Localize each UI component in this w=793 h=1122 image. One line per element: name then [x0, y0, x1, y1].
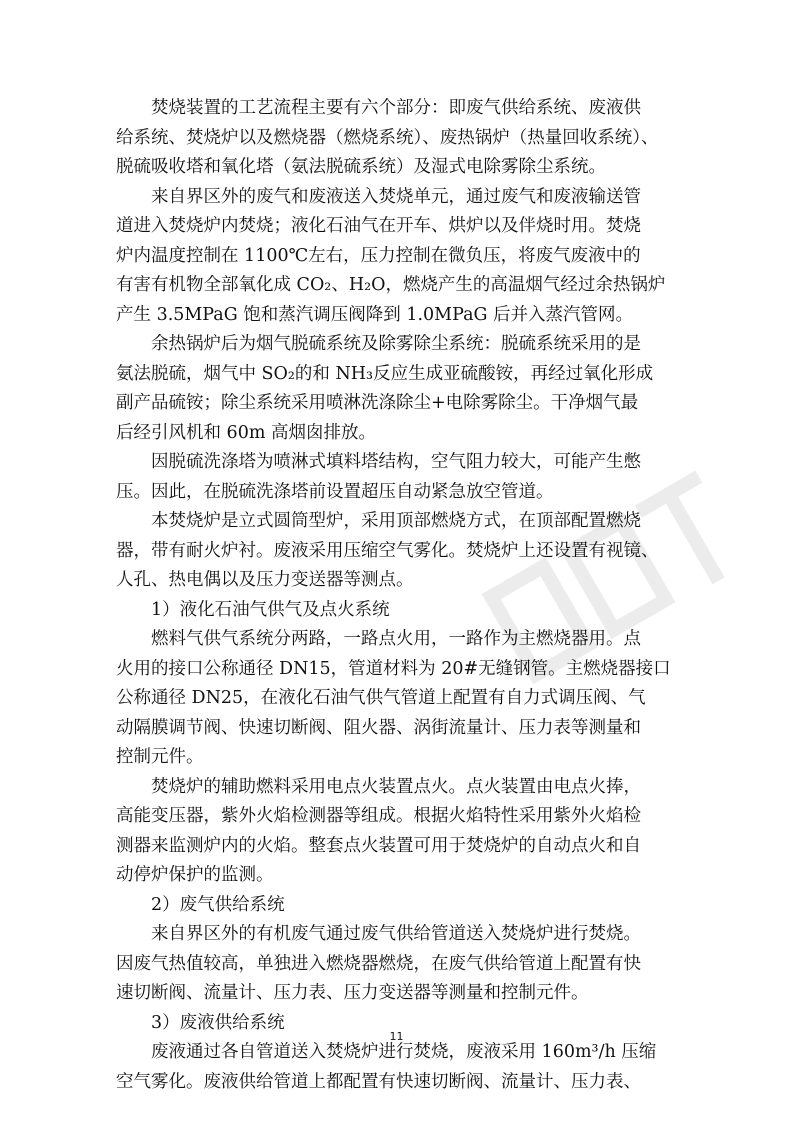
- section-heading: 1）液化石油气供气及点火系统: [151, 599, 390, 620]
- text-line: 动隔膜调节阀、快速切断阀、阻火器、涡街流量计、压力表等测量和: [116, 717, 641, 738]
- text-line: 产生 3.5MPaG 饱和蒸汽调压阀降到 1.0MPaG 后并入蒸汽管网。: [116, 304, 634, 325]
- text-line: 本焚烧炉是立式圆筒型炉，采用顶部燃烧方式，在顶部配置燃烧: [151, 511, 641, 531]
- text-line: 压。因此，在脱硫洗涤塔前设置超压自动紧急放空管道。: [116, 481, 554, 502]
- section-heading: 2）废气供给系统: [151, 894, 285, 915]
- section-heading: 3）废液供给系统: [151, 1012, 285, 1033]
- text-line: 焚烧装置的工艺流程主要有六个部分：即废气供给系统、废液供: [151, 98, 641, 118]
- text-line: 炉内温度控制在 1100℃左右，压力控制在微负压，将废气废液中的: [116, 245, 641, 266]
- text-line: 燃料气供气系统分两路，一路点火用，一路作为主燃烧器用。点: [151, 629, 641, 649]
- text-line: 来自界区外的废气和废液送入焚烧单元，通过废气和废液输送管: [151, 186, 641, 207]
- text-line: 余热锅炉后为烟气脱硫系统及除雾除尘系统：脱硫系统采用的是: [151, 334, 641, 354]
- text-line: 空气雾化。废液供给管道上都配置有快速切断阀、流量计、压力表、: [116, 1071, 641, 1092]
- page-number: 11: [389, 1030, 404, 1043]
- text-line: 焚烧炉的辅助燃料采用电点火装置点火。点火装置由电点火捧，: [151, 776, 641, 797]
- text-line: 火用的接口公称通径 DN15，管道材料为 20#无缝钢管。主燃烧器接口: [116, 658, 671, 679]
- text-line: 人孔、热电偶以及压力变送器等测点。: [116, 570, 414, 590]
- text-line: 测器来监测炉内的火焰。整套点火装置可用于焚烧炉的自动点火和自: [116, 835, 641, 856]
- text-line: 来自界区外的有机废气通过废气供给管道送入焚烧炉进行焚烧。: [151, 924, 641, 944]
- text-line: 道进入焚烧炉内焚烧；液化石油气在开车、烘炉以及伴烧时用。焚烧: [116, 216, 641, 236]
- text-line: 因废气热值较高，单独进入燃烧器燃烧，在废气供给管道上配置有快: [116, 953, 641, 974]
- text-line: 脱硫吸收塔和氧化塔（氨法脱硫系统）及湿式电除雾除尘系统。: [116, 157, 606, 177]
- text-line: 器，带有耐火炉衬。废液采用压缩空气雾化。焚烧炉上还设置有视镜、: [116, 540, 659, 561]
- text-line: 公称通径 DN25，在液化石油气供气管道上配置有自力式调压阀、气: [116, 688, 646, 708]
- text-line: 氨法脱硫，烟气中 SO₂的和 NH₃反应生成亚硫酸铵，再经过氧化形成: [116, 363, 654, 384]
- text-line: 高能变压器，紫外火焰检测器等组成。根据火焰特性采用紫外火焰检: [116, 806, 641, 826]
- text-line: 控制元件。: [116, 747, 204, 767]
- text-line: 因脱硫洗涤塔为喷淋式填料塔结构，空气阻力较大，可能产生憋: [151, 452, 641, 472]
- text-line: 副产品硫铵；除尘系统采用喷淋洗涤除尘+电除雾除尘。干净烟气最: [116, 393, 639, 413]
- text-line: 后经引风机和 60m 高烟囱排放。: [116, 422, 376, 443]
- text-line: 速切断阀、流量计、压力表、压力变送器等测量和控制元件。: [116, 983, 589, 1003]
- text-line: 有害有机物全部氧化成 CO₂、H₂O，燃烧产生的高温烟气经过余热锅炉: [116, 275, 666, 295]
- text-line: 动停炉保护的监测。: [116, 865, 274, 885]
- text-line: 给系统、焚烧炉以及燃烧器（燃烧系统）、废热锅炉（热量回收系统）、: [116, 127, 659, 148]
- text-line: 废液通过各自管道送入焚烧炉进行焚烧，废液采用 160m³/h 压缩: [151, 1042, 657, 1062]
